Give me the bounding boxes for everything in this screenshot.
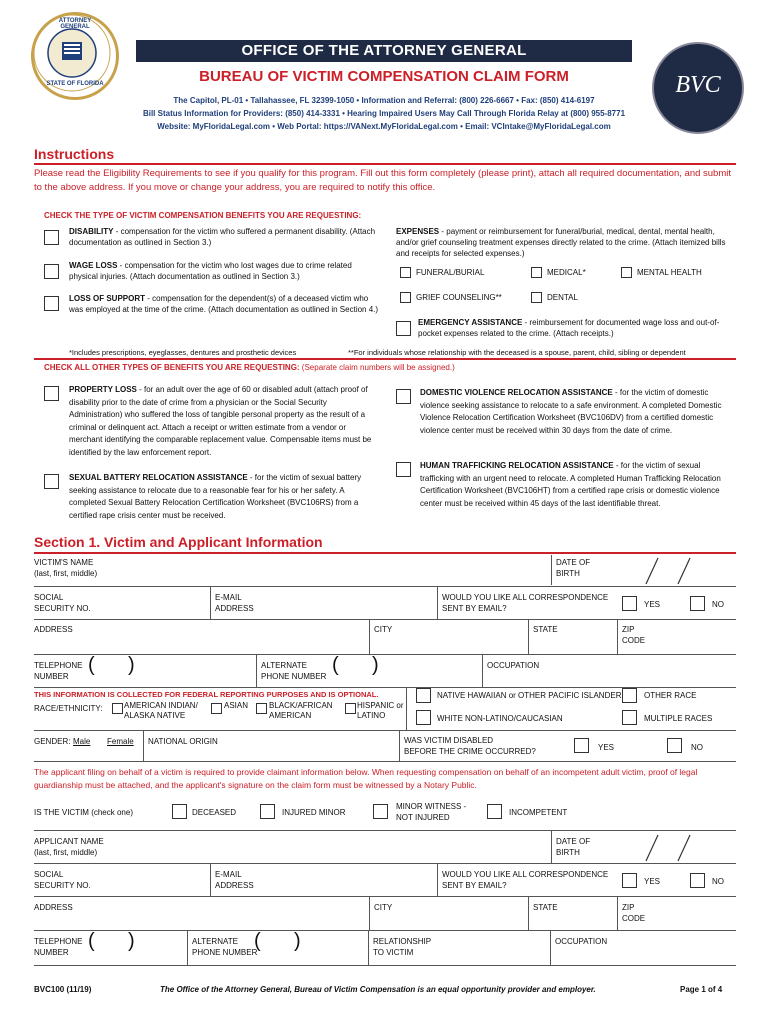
- loss-of-support-title: LOSS OF SUPPORT: [69, 294, 146, 303]
- victim-telephone-label: [34, 660, 82, 682]
- applicant-dob-label: [556, 836, 590, 858]
- human-trafficking-title: HUMAN TRAFFICKING RELOCATION ASSISTANCE: [420, 461, 614, 470]
- victim-name-label-2: (last, first, middle): [34, 569, 98, 578]
- property-loss-title: PROPERTY LOSS: [69, 385, 137, 394]
- victim-city-label: CITY: [374, 625, 393, 634]
- grief-counseling-checkbox[interactable]: [400, 292, 411, 303]
- victim-dob-slashes: [620, 556, 700, 586]
- dob-divider: [551, 555, 552, 585]
- victim-telephone-label-1: TELEPHONE: [34, 661, 83, 670]
- applicant-ssn-label-2: SECURITY NO.: [34, 881, 91, 890]
- minor-witness-label-1: MINOR WITNESS -: [396, 802, 467, 811]
- row-divider: [617, 620, 618, 654]
- deceased-checkbox[interactable]: [172, 804, 187, 819]
- applicant-zip-label-1: ZIP: [622, 903, 635, 912]
- section1-rule: [34, 552, 736, 554]
- applicant-telephone-label: [34, 936, 82, 958]
- applicant-email-label-2: ADDRESS: [215, 881, 254, 890]
- human-trafficking-checkbox[interactable]: [396, 462, 411, 477]
- black-checkbox[interactable]: [256, 703, 267, 714]
- expenses-desc: - payment or reimbursement for funeral/burial, medical, dental, mental health, and/or grief counseling treatment expenses directly related to the crime. (Attach itemized bills and receipts for selected expenses.): [396, 227, 726, 258]
- wage-loss-desc: - compensation for the victim who lost wages due to crime related physical injuries. (Attach documentation as outlined in Section 3.): [69, 261, 352, 281]
- minor-witness-label-2: NOT INJURED: [396, 813, 450, 822]
- loss-of-support-text: [69, 293, 381, 315]
- victim-zip-label-2: CODE: [622, 636, 646, 645]
- row-divider: [437, 587, 438, 619]
- footnote-2: **For individuals whose relationship with the deceased is a spouse, parent, child, sibling or dependent: [348, 348, 686, 357]
- deceased-label: DECEASED: [192, 808, 237, 817]
- hispanic-label-1: HISPANIC or: [357, 701, 404, 710]
- black-label-1: BLACK/AFRICAN: [269, 701, 333, 710]
- row-divider: [528, 897, 529, 930]
- gender-male-option[interactable]: Male: [73, 737, 91, 746]
- applicant-email-label: [215, 869, 254, 891]
- applicant-email-yes-label: YES: [644, 877, 661, 886]
- applicant-email-label-1: E-MAIL: [215, 870, 242, 879]
- row-divider: [368, 931, 369, 965]
- relationship-label-2: TO VICTIM: [373, 948, 414, 957]
- victim-ssn-label: [34, 592, 91, 614]
- national-origin-label: NATIONAL ORIGIN: [148, 737, 218, 746]
- emergency-text: [418, 317, 732, 339]
- funeral-checkbox[interactable]: [400, 267, 411, 278]
- wage-loss-title: WAGE LOSS: [69, 261, 118, 270]
- row-divider: [210, 864, 211, 896]
- domestic-violence-title: DOMESTIC VIOLENCE RELOCATION ASSISTANCE: [420, 388, 613, 397]
- dental-checkbox[interactable]: [531, 292, 542, 303]
- victim-zip-label-1: ZIP: [622, 625, 635, 634]
- applicant-ssn-label-1: SOCIAL: [34, 870, 64, 879]
- victim-name-label: [34, 557, 97, 579]
- row-divider: [34, 761, 736, 762]
- victim-email-no-checkbox[interactable]: [690, 596, 705, 611]
- applicant-corr-label-1: WOULD YOU LIKE ALL CORRESPONDENCE: [442, 870, 609, 879]
- funeral-label: FUNERAL/BURIAL: [416, 268, 485, 277]
- hawaiian-label: NATIVE HAWAIIAN or OTHER PACIFIC ISLANDER: [437, 691, 622, 700]
- race-label: RACE/ETHNICITY:: [34, 704, 103, 713]
- other-race-checkbox[interactable]: [622, 688, 637, 703]
- victim-alt-phone-parens: ( ): [332, 654, 379, 676]
- minor-witness-checkbox[interactable]: [373, 804, 388, 819]
- contact-line-3: Website: MyFloridaLegal.com • Web Portal: https://VANext.MyFloridaLegal.com • Email: VCIntake@MyFloridaLegal.com: [157, 122, 611, 131]
- instructions-rule: [34, 163, 736, 165]
- office-title: OFFICE OF THE ATTORNEY GENERAL: [241, 42, 527, 59]
- victim-dob-label-1: DATE OF: [556, 558, 591, 567]
- applicant-city-label: CITY: [374, 903, 393, 912]
- applicant-dob-slashes: [620, 833, 700, 863]
- incompetent-checkbox[interactable]: [487, 804, 502, 819]
- applicant-state-label: STATE: [533, 903, 558, 912]
- asian-label: ASIAN: [224, 701, 249, 710]
- asian-checkbox[interactable]: [211, 703, 222, 714]
- row-divider: [34, 619, 736, 620]
- victim-telephone-parens: ( ): [88, 654, 135, 676]
- victim-name-label-1: VICTIM'S NAME: [34, 558, 94, 567]
- human-trafficking-text: [420, 460, 734, 510]
- row-divider: [550, 931, 551, 965]
- human-trafficking-desc: - for the victim of sexual trafficking with an urgent need to relocate. A completed Human Trafficking Relocation Certification Worksheet (BVC106HT) from a certified rape crisis or domestic violence center must be received within 45 days of the last identifiable threat.: [420, 461, 721, 508]
- instructions-title: Instructions: [34, 146, 115, 162]
- applicant-occupation-label: OCCUPATION: [555, 937, 608, 946]
- victim-ssn-label-1: SOCIAL: [34, 593, 64, 602]
- loss-of-support-checkbox[interactable]: [44, 296, 59, 311]
- row-divider: [399, 731, 400, 761]
- mental-health-label: MENTAL HEALTH: [637, 268, 702, 277]
- expenses-text: [396, 226, 732, 259]
- applicant-alt-phone-label: [192, 936, 257, 958]
- applicant-dob-label-2: BIRTH: [556, 848, 580, 857]
- other-heading-main: CHECK ALL OTHER TYPES OF BENEFITS YOU ARE REQUESTING:: [44, 363, 300, 372]
- row-divider: [34, 830, 736, 831]
- wage-loss-checkbox[interactable]: [44, 264, 59, 279]
- seal-text-bottom: STATE OF FLORIDA: [46, 81, 104, 87]
- hispanic-checkbox[interactable]: [345, 703, 356, 714]
- row-divider: [187, 931, 188, 965]
- victim-state-label: STATE: [533, 625, 558, 634]
- victim-alt-phone-label-1: ALTERNATE: [261, 661, 307, 670]
- applicant-name-label-1: APPLICANT NAME: [34, 837, 104, 846]
- applicant-name-label-2: (last, first, middle): [34, 848, 98, 857]
- victim-telephone-label-2: NUMBER: [34, 672, 69, 681]
- property-loss-text: [69, 384, 381, 459]
- victim-email-label-2: ADDRESS: [215, 604, 254, 613]
- hispanic-label-2: LATINO: [357, 711, 386, 720]
- row-divider: [437, 864, 438, 896]
- applicant-email-no-label: NO: [712, 877, 724, 886]
- applicant-zip-label-2: CODE: [622, 914, 646, 923]
- disability-text: [69, 226, 381, 248]
- row-divider: [369, 897, 370, 930]
- row-divider: [617, 897, 618, 930]
- section1-title: Section 1. Victim and Applicant Information: [34, 534, 323, 550]
- emergency-desc: - reimbursement for documented wage loss and out-of-pocket expenses related to the crime. (Attach receipts.): [418, 318, 720, 338]
- disability-checkbox[interactable]: [44, 230, 59, 245]
- victim-email-label: [215, 592, 254, 614]
- expenses-title: EXPENSES: [396, 227, 440, 236]
- victim-email-label-1: E-MAIL: [215, 593, 242, 602]
- row-divider: [551, 831, 552, 863]
- dental-label: DENTAL: [547, 293, 578, 302]
- property-loss-checkbox[interactable]: [44, 386, 59, 401]
- mental-health-checkbox[interactable]: [621, 267, 632, 278]
- victim-email-no-label: NO: [712, 600, 724, 609]
- property-loss-desc: - for an adult over the age of 60 or disabled adult (attach proof of disability prior to the date of crime from a physician or the Social Security Administration) who suffered the loss of tangible personal property as the result of a criminal or delinquent act. Attach a receipt or written estimate from a vendor or merchant identifying the comparable replacement value. Compensable items must be identified by the law enforcement report.: [69, 385, 372, 457]
- applicant-telephone-label-1: TELEPHONE: [34, 937, 83, 946]
- hispanic-label: [357, 701, 404, 721]
- applicant-dob-label-1: DATE OF: [556, 837, 591, 846]
- domestic-violence-checkbox[interactable]: [396, 389, 411, 404]
- wage-loss-text: [69, 260, 381, 282]
- medical-label: MEDICAL*: [547, 268, 586, 277]
- applicant-zip-label: [622, 902, 645, 924]
- incompetent-label: INCOMPETENT: [509, 808, 568, 817]
- row-divider: [34, 896, 736, 897]
- hawaiian-checkbox[interactable]: [416, 688, 431, 703]
- contact-line-1: The Capitol, PL-01 • Tallahassee, FL 32399-1050 • Information and Referral: (800) 226-6667 • Fax: (850) 414-6197: [173, 96, 595, 105]
- gender-label: GENDER:: [34, 737, 71, 746]
- row-divider: [369, 620, 370, 654]
- disabled-yes-label: YES: [598, 743, 615, 752]
- applicant-telephone-label-2: NUMBER: [34, 948, 69, 957]
- disabled-no-label: NO: [691, 743, 703, 752]
- applicant-email-no-checkbox[interactable]: [690, 873, 705, 888]
- applicant-alt-phone-parens: ( ): [254, 930, 301, 952]
- disability-title: DISABILITY: [69, 227, 114, 236]
- gender-female-option[interactable]: Female: [107, 737, 134, 746]
- black-label: [269, 701, 333, 721]
- white-label: WHITE NON-LATINO/CAUCASIAN: [437, 714, 563, 723]
- sexual-battery-checkbox[interactable]: [44, 474, 59, 489]
- victim-email-yes-label: YES: [644, 600, 661, 609]
- white-checkbox[interactable]: [416, 710, 431, 725]
- applicant-telephone-parens: ( ): [88, 930, 135, 952]
- victim-corr-label-2: SENT BY EMAIL?: [442, 604, 507, 613]
- grief-counseling-label: GRIEF COUNSELING**: [416, 293, 502, 302]
- victim-alt-phone-label: [261, 660, 326, 682]
- applicant-address-label: ADDRESS: [34, 903, 73, 912]
- other-race-label: OTHER RACE: [644, 691, 697, 700]
- row-divider: [34, 586, 736, 587]
- bvc-logo: [652, 42, 744, 134]
- domestic-violence-text: [420, 387, 734, 437]
- row-divider: [34, 654, 736, 655]
- disabled-no-checkbox[interactable]: [667, 738, 682, 753]
- federal-note: THIS INFORMATION IS COLLECTED FOR FEDERAL REPORTING PURPOSES AND IS OPTIONAL.: [34, 690, 379, 699]
- victim-occupation-label: OCCUPATION: [487, 661, 540, 670]
- disabled-label-2: BEFORE THE CRIME OCCURRED?: [404, 747, 536, 756]
- sexual-battery-desc: - for the victim of sexual battery seeking assistance to relocate due to a reasonable fear for his or her safety. A completed Sexual Battery Relocation Certification Worksheet (BVC106RS) from a certified rape crisis center must be received.: [69, 473, 362, 520]
- minor-witness-label: [396, 801, 466, 823]
- row-divider: [406, 688, 407, 730]
- american-indian-label-2: ALASKA NATIVE: [124, 711, 186, 720]
- victim-email-yes-checkbox[interactable]: [622, 596, 637, 611]
- footer-statement: The Office of the Attorney General, Bureau of Victim Compensation is an equal opportunity provider and employer.: [160, 985, 596, 994]
- row-divider: [528, 620, 529, 654]
- disabled-label: [404, 735, 536, 757]
- disability-desc: - compensation for the victim who suffered a permanent disability. (Attach documentation as outlined in Section 3.): [69, 227, 376, 247]
- footnote-1: *Includes prescriptions, eyeglasses, dentures and prosthetic devices: [69, 348, 297, 357]
- victim-alt-phone-label-2: PHONE NUMBER: [261, 672, 327, 681]
- form-number: BVC100 (11/19): [34, 985, 92, 994]
- attorney-general-seal: [31, 12, 119, 100]
- other-heading: [44, 362, 455, 373]
- applicant-ssn-label: [34, 869, 91, 891]
- american-indian-checkbox[interactable]: [112, 703, 123, 714]
- relationship-label-1: RELATIONSHIP: [373, 937, 432, 946]
- injured-minor-label: INJURED MINOR: [282, 808, 346, 817]
- victim-dob-label: [556, 557, 590, 579]
- victim-corr-label-1: WOULD YOU LIKE ALL CORRESPONDENCE: [442, 593, 609, 602]
- sexual-battery-title: SEXUAL BATTERY RELOCATION ASSISTANCE: [69, 473, 248, 482]
- relationship-label: [373, 936, 431, 958]
- victim-corr-label: [442, 592, 608, 614]
- row-divider: [482, 655, 483, 687]
- multiple-races-label: MULTIPLE RACES: [644, 714, 713, 723]
- multiple-races-checkbox[interactable]: [622, 710, 637, 725]
- row-divider: [34, 730, 736, 731]
- seal-text-top: ATTORNEY GENERAL: [58, 18, 92, 30]
- applicant-email-yes-checkbox[interactable]: [622, 873, 637, 888]
- applicant-alt-phone-label-2: PHONE NUMBER: [192, 948, 258, 957]
- row-divider: [34, 863, 736, 864]
- row-divider: [34, 965, 736, 966]
- victim-ssn-label-2: SECURITY NO.: [34, 604, 91, 613]
- victim-dob-label-2: BIRTH: [556, 569, 580, 578]
- row-divider: [143, 731, 144, 761]
- applicant-corr-label-2: SENT BY EMAIL?: [442, 881, 507, 890]
- victim-zip-label: [622, 624, 645, 646]
- black-label-2: AMERICAN: [269, 711, 312, 720]
- is-victim-label: IS THE VICTIM (check one): [34, 808, 133, 817]
- disabled-yes-checkbox[interactable]: [574, 738, 589, 753]
- loss-of-support-desc: - compensation for the dependent(s) of a deceased victim who was employed at the time of the crime. (Attach documentation as outlined in Section 4.): [69, 294, 379, 314]
- disabled-label-1: WAS VICTIM DISABLED: [404, 736, 494, 745]
- bureau-title: BUREAU OF VICTIM COMPENSATION CLAIM FORM: [199, 68, 569, 85]
- row-divider: [210, 587, 211, 619]
- other-heading-note: (Separate claim numbers will be assigned.): [299, 363, 455, 372]
- applicant-alt-phone-label-1: ALTERNATE: [192, 937, 238, 946]
- american-indian-label-1: AMERICAN INDIAN/: [124, 701, 198, 710]
- contact-line-2: Bill Status Information for Providers: (850) 414-3331 • Hearing Impaired Users May Call Through Florida Relay at (800) 955-8771: [142, 109, 626, 118]
- applicant-note: The applicant filing on behalf of a victim is required to provide claimant information below. When requesting compensation on behalf of an incompetent adult victim, proof of legal guardianship must be attached, and the applicant's signature on the claim form must be witnessed by a Notary Public.: [34, 767, 698, 790]
- applicant-corr-label: [442, 869, 608, 891]
- bvc-logo-text: BVC: [675, 72, 721, 98]
- medical-checkbox[interactable]: [531, 267, 542, 278]
- injured-minor-checkbox[interactable]: [260, 804, 275, 819]
- instructions-text: Please read the Eligibility Requirements to see if you qualify for this program. Fill out this form completely (please print), attach all required documentation, and submit to the above address. If you move or change your address, you are required to notify this office.: [34, 168, 732, 193]
- domestic-violence-desc: - for the victim of domestic violence seeking assistance to relocate to a safe environment. A completed Domestic Violence Relocation Certification Worksheet (BVC106DV) from a certified domestic violence center must be received within 30 days from the date of crime.: [420, 388, 722, 435]
- emergency-title: EMERGENCY ASSISTANCE: [418, 318, 523, 327]
- sexual-battery-text: [69, 472, 381, 522]
- emergency-checkbox[interactable]: [396, 321, 411, 336]
- row-divider: [34, 930, 736, 931]
- row-divider: [256, 655, 257, 687]
- american-indian-label: [124, 701, 198, 721]
- benefits-heading: CHECK THE TYPE OF VICTIM COMPENSATION BENEFITS YOU ARE REQUESTING:: [44, 211, 362, 220]
- victim-address-label: ADDRESS: [34, 625, 73, 634]
- applicant-name-label: [34, 836, 104, 858]
- page-number: Page 1 of 4: [680, 985, 723, 994]
- benefits-rule: [34, 358, 736, 360]
